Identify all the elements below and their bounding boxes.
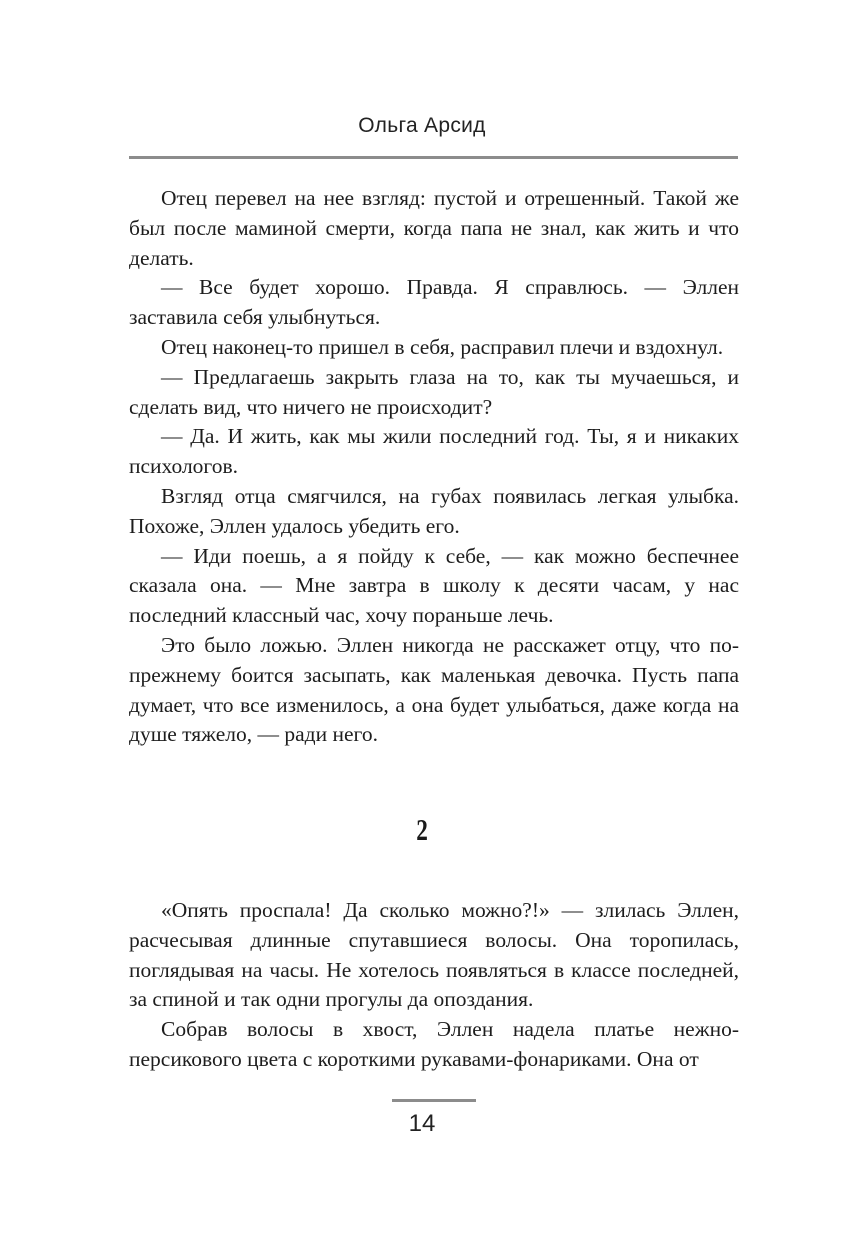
running-head-author: Ольга Арсид: [358, 114, 486, 137]
paragraph: Отец перевел на нее взгляд: пустой и отрешенный. Такой же был после маминой смерти, когда папа не знал, как жить и что делать.: [129, 186, 739, 270]
paragraph: — Предлагаешь закрыть глаза на то, как ты мучаешься, и сделать вид, что ничего не происходит?: [129, 364, 739, 419]
paragraph: Взгляд отца смягчился, на губах появилась легкая улыбка. Похоже, Эллен удалось убедить его.: [129, 483, 739, 538]
paragraph: — Иди поешь, а я пойду к себе, — как можно беспечнее сказала она. — Мне завтра в школу к десяти часам, у нас последний классный час, хочу пораньше лечь.: [129, 543, 739, 628]
paragraph: Собрав волосы в хвост, Эллен надела платье нежно-персикового цвета с короткими рукавами-фонариками. Она от: [129, 1017, 739, 1071]
paragraph: Это было ложью. Эллен никогда не расскажет отцу, что по-прежнему боится засыпать, как маленькая девочка. Пусть папа думает, что все изменилось, а она будет улыбаться, даже когда на душе тяжело, — ради него.: [129, 632, 739, 747]
chapter-number: 2: [416, 812, 428, 847]
text-block-before-chapter: [129, 184, 739, 750]
paragraph: «Опять проспала! Да сколько можно?!» — злилась Эллен, расчесывая длинные спутавшиеся волосы. Она торопилась, поглядывая на часы. Не хотелось появляться в классе последней, за спиной и так одни прогулы да опоздания.: [129, 898, 739, 1012]
footer-divider: [392, 1099, 476, 1102]
paragraph: — Да. И жить, как мы жили последний год. Ты, я и никаких психологов.: [129, 424, 739, 479]
text-block-chapter-two: [129, 896, 739, 1075]
paragraph: Отец наконец-то пришел в себя, расправил плечи и вздохнул.: [161, 334, 724, 359]
header-divider: [129, 156, 738, 159]
paragraph: — Все будет хорошо. Правда. Я справлюсь. — Эллен заставила себя улыбнуться.: [129, 275, 739, 330]
page-number: 14: [408, 1110, 436, 1137]
